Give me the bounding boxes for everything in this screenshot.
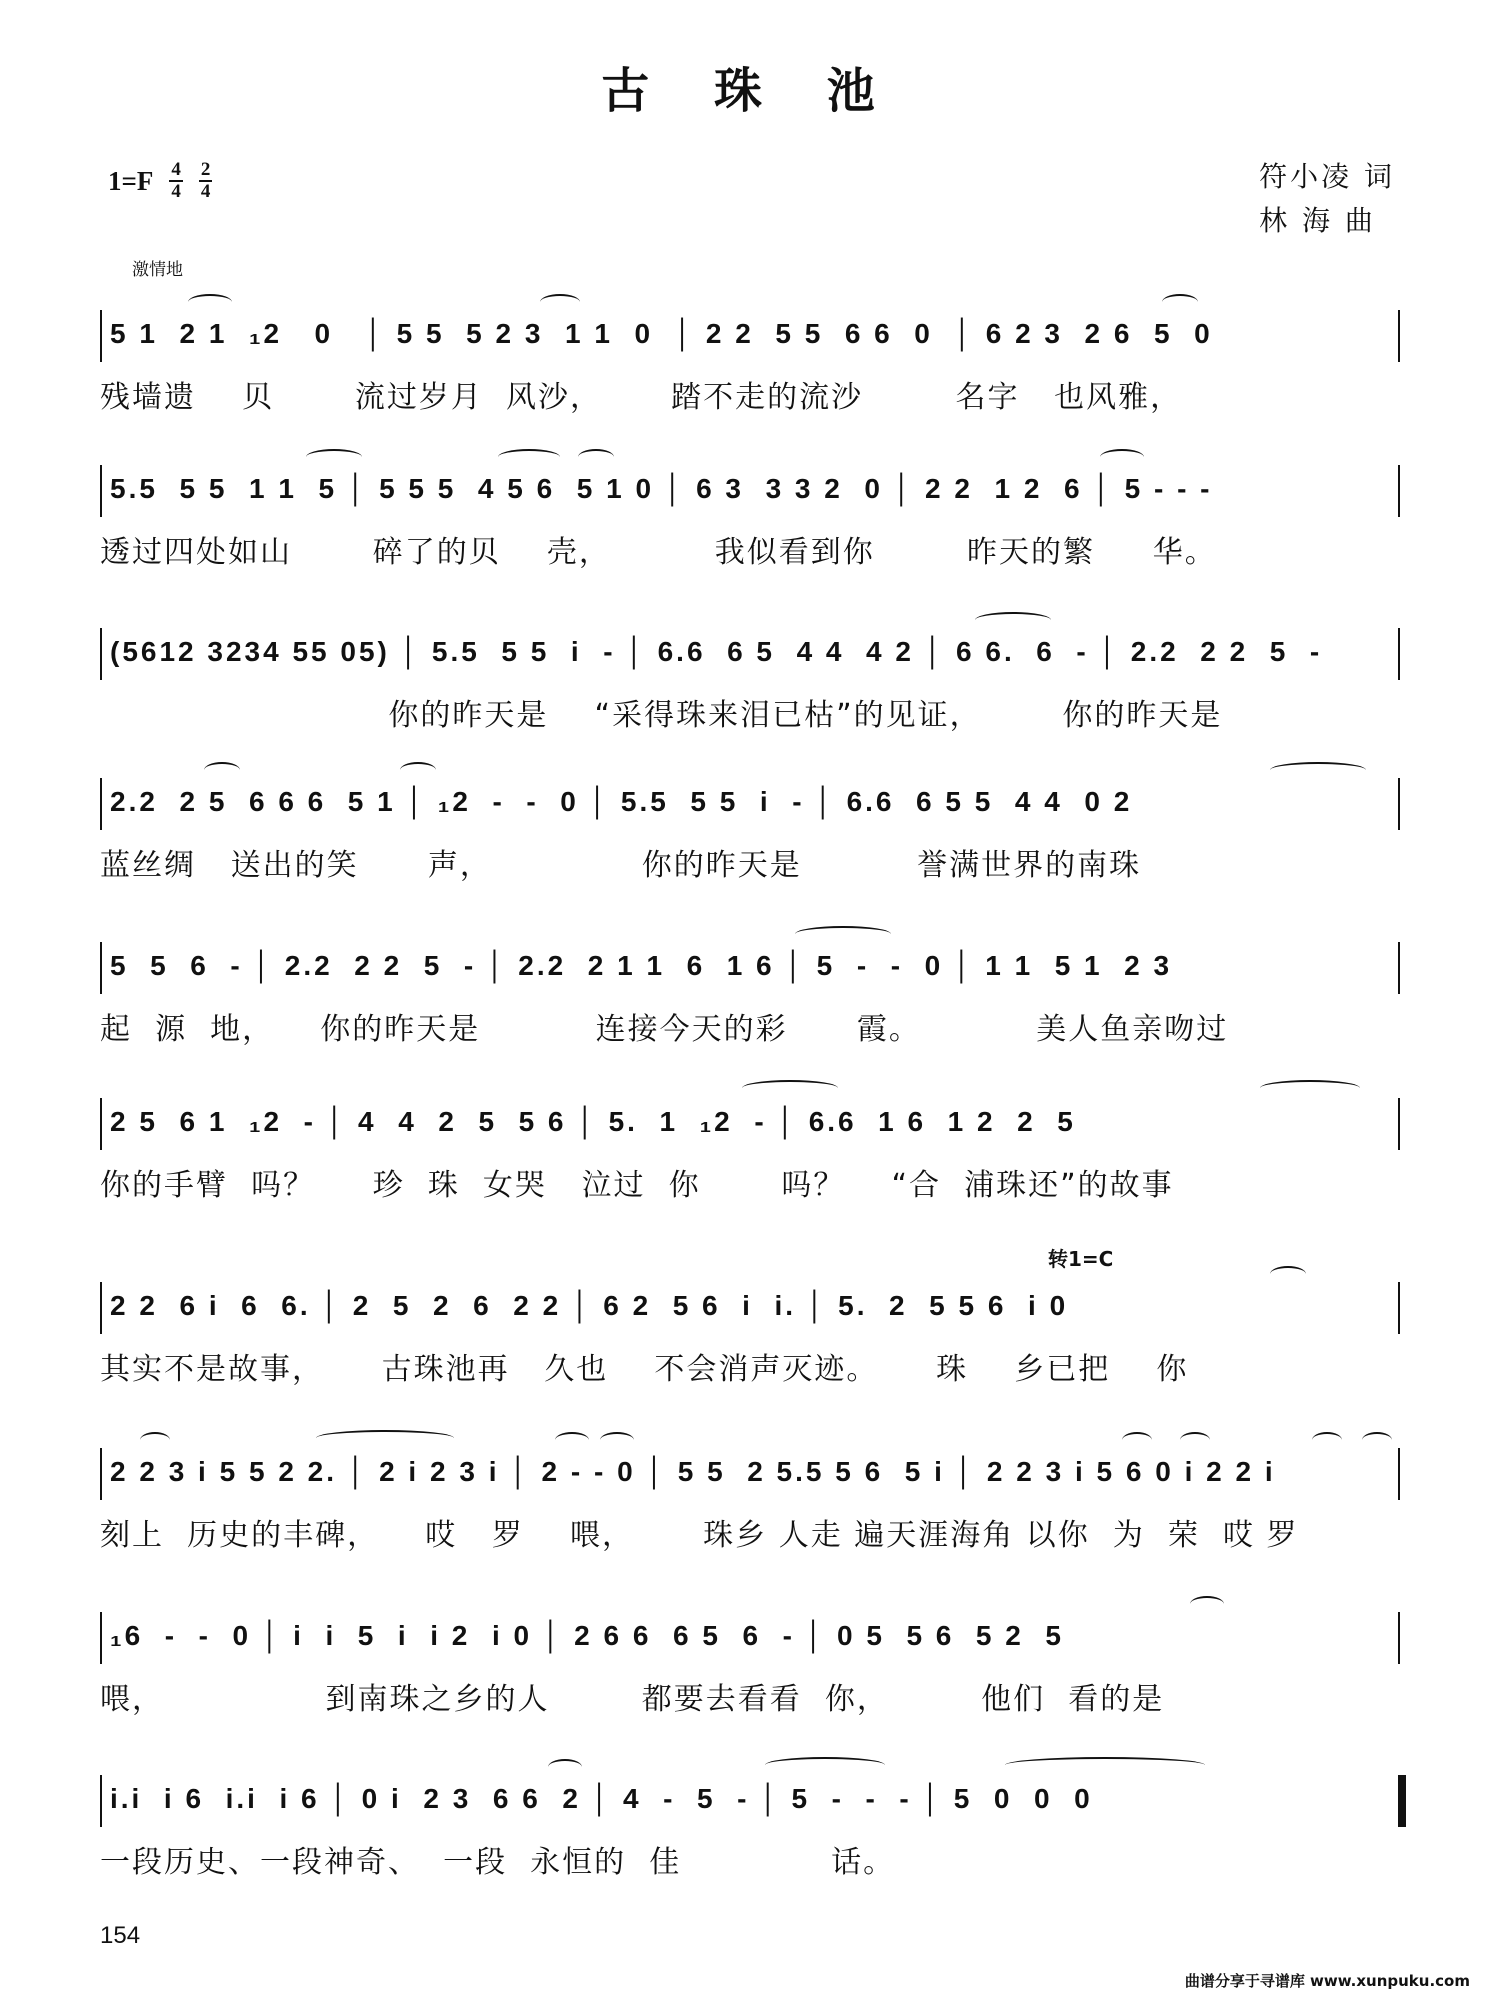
lyricist-credit: 符小凌 词 — [1259, 160, 1395, 193]
credits — [1259, 155, 1395, 243]
lyric-line: 蓝丝绸 送出的笑 声， 你的昨天是 誉满世界的南珠 — [100, 848, 1142, 883]
modulation-mark: 转1=C — [1048, 1247, 1114, 1271]
slur-mark — [578, 449, 614, 465]
page-number: 154 — [100, 1922, 141, 1949]
slur-mark — [1180, 1432, 1210, 1448]
slur-mark — [1270, 1266, 1306, 1282]
notation-line: (5612 3234 55 05) │ 5.5 5 5 i - │ 6.6 6 5 4 4 4 2 │ 6 6. 6 - │ 2.2 2 2 5 - — [100, 628, 1400, 680]
slur-mark — [1270, 762, 1366, 778]
slur-mark — [140, 1432, 170, 1448]
slur-mark — [548, 1759, 582, 1775]
lyric-line: 起 源 地， 你的昨天是 连接今天的彩 霞。 美人鱼亲吻过 — [100, 1012, 1229, 1047]
notation-line: i.i i 6 i.i i 6 │ 0 i 2 3 6 6 2 │ 4 - 5 - │ 5 - - - │ 5 0 0 0 — [100, 1775, 1400, 1827]
slur-mark — [795, 926, 891, 942]
notation-line: 2 2 3 i 5 5 2 2. │ 2 i 2 3 i │ 2 - - 0 │ 5 5 2 5.5 5 6 5 i │ 2 2 3 i 5 6 0 i 2 2 i — [100, 1448, 1400, 1500]
key-signature — [108, 160, 212, 202]
expression-mark: 激情地 — [132, 260, 183, 280]
notation-line: ₁6 - - 0 │ i i 5 i i 2 i 0 │ 2 6 6 6 5 6 - │ 0 5 5 6 5 2 5 — [100, 1612, 1400, 1664]
lyric-line: 你的昨天是 “采得珠来泪已枯”的见证， 你的昨天是 — [100, 698, 1223, 733]
source-footer: 曲谱分享于寻谱库 www.xunpuku.com — [1184, 1972, 1470, 1990]
slur-mark — [1312, 1432, 1342, 1448]
slur-mark — [1260, 1080, 1360, 1096]
notation-line: 5 5 6 - │ 2.2 2 2 5 - │ 2.2 2 1 1 6 1 6 │ 5 - - 0 │ 1 1 5 1 2 3 — [100, 942, 1400, 994]
final-barline — [1400, 1775, 1406, 1827]
lyric-line: 透过四处如山 碎了的贝 壳， 我似看到你 昨天的繁 华。 — [100, 535, 1217, 570]
slur-mark — [498, 449, 560, 465]
slur-mark — [600, 1432, 634, 1448]
slur-mark — [765, 1757, 885, 1773]
slur-mark — [306, 449, 362, 465]
slur-mark — [1122, 1432, 1152, 1448]
lyric-line: 喂， 到南珠之乡的人 都要去看看 你， 他们 看的是 — [100, 1682, 1165, 1717]
slur-mark — [316, 1430, 454, 1446]
composer-credit: 林 海 曲 — [1259, 204, 1376, 237]
lyric-line: 一段历史、一段神奇、 一段 永恒的 佳 话。 — [100, 1845, 896, 1880]
slur-mark — [555, 1432, 589, 1448]
song-title: 古 珠 池 — [601, 63, 899, 119]
lyric-line: 残墙遗 贝 流过岁月 风沙， 踏不走的流沙 名字 也风雅， — [100, 380, 1183, 415]
time-signature-2-4: $\frac{2}{4}$ — [200, 159, 211, 202]
slur-mark — [742, 1080, 838, 1096]
notation-line: 5 1 2 1 ₁2 0 │ 5 5 5 2 3 1 1 0 │ 2 2 5 5 6 6 0 │ 6 2 3 2 6 5 0 — [100, 310, 1400, 362]
slur-mark — [540, 294, 580, 310]
slur-mark — [1005, 1757, 1205, 1773]
notation-line: 2 2 6 i 6 6. │ 2 5 2 6 2 2 │ 6 2 5 6 i i. │ 5. 2 5 5 6 i 0 — [100, 1282, 1400, 1334]
slur-mark — [1190, 1596, 1224, 1612]
slur-mark — [975, 612, 1051, 628]
slur-mark — [204, 762, 240, 778]
key-label: 1=F — [108, 165, 154, 196]
slur-mark — [1362, 1432, 1392, 1448]
lyric-line: 你的手臂 吗？ 珍 珠 女哭 泣过 你 吗？ “合 浦珠还”的故事 — [100, 1168, 1174, 1203]
lyric-line: 其实不是故事， 古珠池再 久也 不会消声灭迹。 珠 乡已把 你 — [100, 1352, 1189, 1387]
notation-line: 5.5 5 5 1 1 5 │ 5 5 5 4 5 6 5 1 0 │ 6 3 3 3 2 0 │ 2 2 1 2 6 │ 5 - - - — [100, 465, 1400, 517]
slur-mark — [400, 762, 436, 778]
notation-line: 2.2 2 5 6 6 6 5 1 │ ₁2 - - 0 │ 5.5 5 5 i - │ 6.6 6 5 5 4 4 0 2 — [100, 778, 1400, 830]
slur-mark — [1162, 294, 1198, 310]
slur-mark — [188, 294, 232, 310]
time-signature-4-4: $\frac{4}{4}$ — [171, 159, 181, 202]
slur-mark — [1100, 449, 1144, 465]
notation-line: 2 5 6 1 ₁2 - │ 4 4 2 5 5 6 │ 5. 1 ₁2 - │ 6.6 1 6 1 2 2 5 — [100, 1098, 1400, 1150]
lyric-line: 刻上 历史的丰碑， 哎 罗 喂， 珠乡 人走 遍天涯海角 以你 为 荣 哎 罗 — [100, 1518, 1299, 1553]
